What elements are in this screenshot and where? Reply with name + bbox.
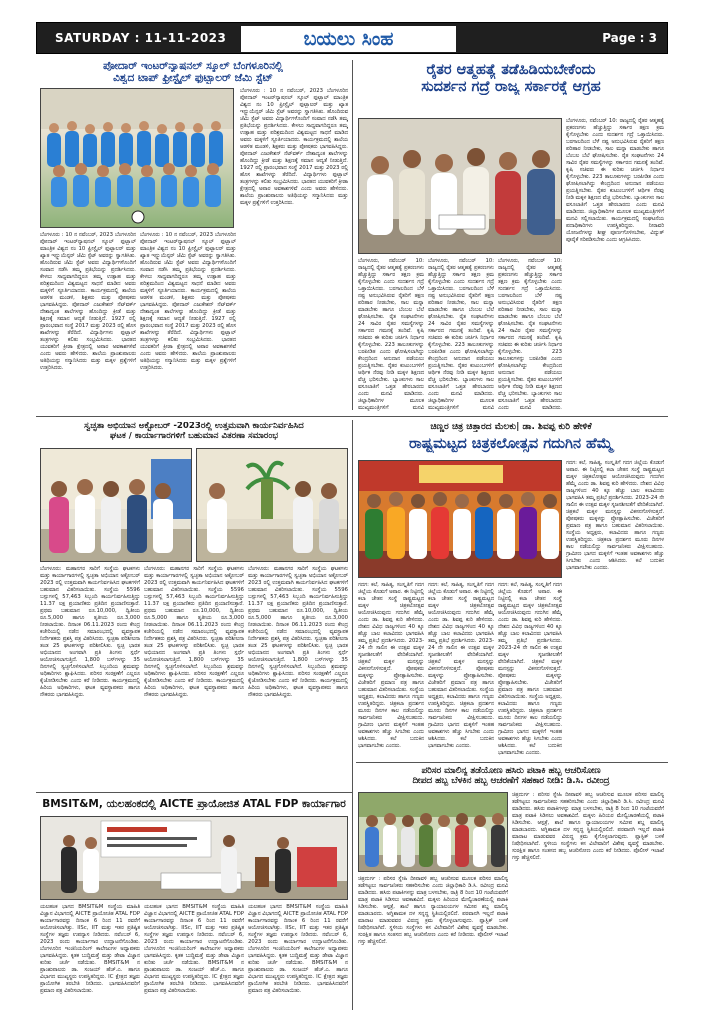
atal-body-col3: ಯಲಹಂಕ ಭಾಗದ BMSIT&M ಸಂಸ್ಥೆಯ ಮಾಹಿತಿ ವಿಜ್ಞಾನ ವಿಭಾಗದಲ್ಲಿ AICTE ಪ್ರಾಯೋಜಿತ ATAL FDP ಕಾರ್ಯಾಗಾರವನ್ನು ದಿನಾಂಕ 6 ರಿಂದ 11 ರವರೆಗೆ ಆಯೋಜಿಸಲಾಗಿತ್ತು. IISc, IIT ಮತ್ತು ಇತರ ಪ್ರತಿಷ್ಠಿತ ಸಂಸ್ಥೆಗಳ ತಜ್ಞರು ಉಪನ್ಯಾಸ ನೀಡಿದರು. ನವೆಂಬರ್ 6, 2023 ರಂದು ಕಾರ್ಯಾಗಾರ ಉದ್ಘಾಟನೆಗೊಂಡಿತು. ಬೆಂಗಳೂರಿನ ಇಂಜಿನಿಯರಿಂಗ್ ಕಾಲೇಜುಗಳ ಅಧ್ಯಾಪಕರು ಭಾಗವಹಿಸಿದ್ದರು. ಕೃತಕ ಬುದ್ಧಿಮತ್ತೆ ಮತ್ತು ಡೇಟಾ ವಿಜ್ಞಾನ ಕುರಿತು ಚರ್ಚೆ ನಡೆಯಿತು. BMSIT&M ನ ಪ್ರಾಂಶುಪಾಲರು ಡಾ. ಸಂಜಯ್ ಹೆಚ್.ಎ. ಹಾಗೂ ವಿಭಾಗದ ಮುಖ್ಯಸ್ಥರು ಉಪಸ್ಥಿತರಿದ್ದರು. IC ಕ್ಷೇತ್ರದ ತಜ್ಞರು ಪ್ರಾಯೋಗಿಕ ತರಬೇತಿ ನೀಡಿದರು. ಭಾಗವಹಿಸಿದವರಿಗೆ ಪ್ರಮಾಣ ಪತ್ರ ವಿತರಿಸಲಾಯಿತು. bbox=[248, 904, 348, 994]
children-stage-illustration bbox=[359, 461, 562, 578]
swachhata-body-col1: ಬೆಂಗಳೂರು: ಮಹಾನಗರ ಸಾರಿಗೆ ಸಂಸ್ಥೆಯ ಘಟಕಗಳು ಮತ್ತು ಕಾರ್ಯಾಗಾರಗಳಲ್ಲಿ ಸ್ವಚ್ಛತಾ ಅಭಿಯಾನ ಅಕ್ಟೋಬರ್ 2023 ರಲ್ಲಿ ಉತ್ತಮವಾಗಿ ಕಾರ್ಯನಿರ್ವಹಿಸಿದ ಘಟಕಗಳಿಗೆ ಬಹುಮಾನ ವಿತರಿಸಲಾಯಿತು. ಸಂಸ್ಥೆಯ 5596 ಬಸ್ಸುಗಳಲ್ಲಿ 57,463 ಸಿಬ್ಬಂದಿ ಕಾರ್ಯನಿರ್ವಹಿಸುತ್ತಿದ್ದು 11.37 ಲಕ್ಷ ಪ್ರಯಾಣಿಕರು ಪ್ರತಿದಿನ ಪ್ರಯಾಣಿಸುತ್ತಾರೆ. ಪ್ರಥಮ ಬಹುಮಾನ ರೂ.10,000, ದ್ವಿತೀಯ ರೂ.5,000 ಹಾಗೂ ತೃತೀಯ ರೂ.3,000 ನೀಡಲಾಯಿತು. ದಿನಾಂಕ 06.11.2023 ರಂದು ಕೇಂದ್ರ ಕಚೇರಿಯಲ್ಲಿ ನಡೆದ ಸಮಾರಂಭದಲ್ಲಿ ವ್ಯವಸ್ಥಾಪಕ ನಿರ್ದೇಶಕರು ಪ್ರಶಸ್ತಿ ಪತ್ರ ವಿತರಿಸಿದರು. ಸ್ವಚ್ಛತಾ ಪರಿಶೀಲನಾ ತಂಡ 25 ಘಟಕಗಳನ್ನು ಪರಿಶೀಲಿಸಿತು. ಸ್ವಚ್ಛ ಭಾರತ ಅಭಿಯಾನದ ಅಂಗವಾಗಿ ಪ್ರತಿ ತಿಂಗಳು ಸ್ಪರ್ಧೆ ಆಯೋಜಿಸಲಾಗುತ್ತಿದೆ. 1,800 ಬಸ್‌ಗಳನ್ನು 35 ದಿನಗಳಲ್ಲಿ ಸ್ವಚ್ಛಗೊಳಿಸಲಾಗಿದೆ. ಸಿಬ್ಬಂದಿಯ ಶ್ರಮವನ್ನು ಅಧಿಕಾರಿಗಳು ಶ್ಲಾಘಿಸಿದರು. ಪರಿಸರ ಸಂರಕ್ಷಣೆಗೆ ಎಲ್ಲರೂ ಕೈಜೋಡಿಸಬೇಕು ಎಂದು ಕರೆ ನೀಡಿದರು. ಕಾರ್ಯಕ್ರಮದಲ್ಲಿ ಹಿರಿಯ ಅಧಿಕಾರಿಗಳು, ಘಟಕ ವ್ಯವಸ್ಥಾಪಕರು ಹಾಗೂ ನೌಕರರು ಭಾಗವಹಿಸಿದ್ದರು. bbox=[40, 566, 140, 698]
farmers-body-col2: ಬೆಂಗಳೂರು, ನವೆಂಬರ್ 10: ರಾಜ್ಯದಲ್ಲಿ ರೈತರ ಆತ್ಮಹತ್ಯೆ ಪ್ರಕರಣಗಳು ಹೆಚ್ಚುತ್ತಿದ್ದು ಸರ್ಕಾರ ತಕ್ಷಣ ಕ್ರಮ ಕೈಗೊಳ್ಳಬೇಕು ಎಂದು ಸುದರ್ಶನ ಗದ್ರೆ ಒತ್ತಾಯಿಸಿದರು. ಬರಗಾಲದಿಂದ ಬೆಳೆ ನಷ್ಟ ಅನುಭವಿಸಿರುವ ರೈತರಿಗೆ ತಕ್ಷಣ ಪರಿಹಾರ ನೀಡಬೇಕು, ಸಾಲ ಮನ್ನಾ ಮಾಡಬೇಕು ಹಾಗೂ ಬೆಂಬಲ ಬೆಲೆ ಘೋಷಿಸಬೇಕು. ರೈತ ಸಂಘಟನೆಗಳು 24 ಸಾವಿರ ರೈತರ ಸಮಸ್ಯೆಗಳನ್ನು ಸರ್ಕಾರದ ಗಮನಕ್ಕೆ ತಂದಿವೆ. ಕೃಷಿ ಸಚಿವರು ಈ ಕುರಿತು ಚರ್ಚಿಸಿ ನಿರ್ಧಾರ ಕೈಗೊಳ್ಳಬೇಕು. 223 ತಾಲೂಕುಗಳನ್ನು ಬರಪೀಡಿತ ಎಂದು ಘೋಷಿಸಲಾಗಿದ್ದು ಕೇಂದ್ರದಿಂದ ಅನುದಾನ ಪಡೆಯಲು ಪ್ರಯತ್ನಿಸಬೇಕು. ರೈತರ ಕುಟುಂಬಗಳಿಗೆ ಆರ್ಥಿಕ ನೆರವು ನೀಡಿ ಮಕ್ಕಳ ಶಿಕ್ಷಣದ ವೆಚ್ಚ ಭರಿಸಬೇಕು. ಬ್ಯಾಂಕುಗಳು ಸಾಲ ವಸೂಲಾತಿಗೆ ಒತ್ತಡ ಹೇರಬಾರದು ಎಂದು ಮನವಿ ಮಾಡಿದರು. ಜಿಲ್ಲಾಧಿಕಾರಿಗಳ ಮೂಲಕ ಮುಖ್ಯಮಂತ್ರಿಗಳಿಗೆ ಮನವಿ bbox=[428, 258, 494, 411]
football-body-col1: ಬೆಂಗಳೂರು : 10 ನ ನವೆಂಬರ್, 2023 ಬೆಂಗಳೂರಿನ ಪೋದಾರ್ ಇಂಟರ್‌ನ್ಯಾಷನಲ್ ಸ್ಕೂಲ್ ಫುಟ್ಬಾಲ್ ಮಾಂತ್ರಿಕ ವಿಶ್ವದ ನಂ 10 ಫ್ರೀಸ್ಟೈಲ್ ಫುಟ್ಬಾಲರ್ ಮತ್ತು ಖ್ಯಾತ ಇನ್ಫ್ಲುಯೆನ್ಸರ್ ಜೆಮಿ ಸ್ಟೆಟ್ ಅವರನ್ನು ಸ್ವಾಗತಿಸಿತು. ಹೊಂದಿರುವ ಜೆಮಿ ಸ್ಟೆಟ್ ಅವರು ವಿದ್ಯಾರ್ಥಿಗಳೊಂದಿಗೆ ಸಂವಾದ ನಡೆಸಿ ತಮ್ಮ ಪ್ರತಿಭೆಯನ್ನು ಪ್ರದರ್ಶಿಸಿದರು. ಕೇಳಲು ಸಾಧ್ಯವಾಗದಿದ್ದರೂ ತಮ್ಮ ಉತ್ಸಾಹ ಮತ್ತು ಪರಿಶ್ರಮದಿಂದ ವಿಶ್ವಮಟ್ಟದ ಸಾಧನೆ ಮಾಡಿದ ಅವರು ಮಕ್ಕಳಿಗೆ ಸ್ಫೂರ್ತಿಯಾದರು. ಕಾರ್ಯಕ್ರಮದಲ್ಲಿ ಶಾಲೆಯ ಆಡಳಿತ ಮಂಡಳಿ, ಶಿಕ್ಷಕರು ಮತ್ತು ಪೋಷಕರು ಭಾಗವಹಿಸಿದ್ದರು. ಪೋದಾರ್ ಎಜುಕೇಶನ್ ನೆಟ್‌ವರ್ಕ್ ದೇಶಾದ್ಯಂತ ಶಾಲೆಗಳನ್ನು ಹೊಂದಿದ್ದು ಕ್ರೀಡೆ ಮತ್ತು ಶಿಕ್ಷಣಕ್ಕೆ ಸಮಾನ ಆದ್ಯತೆ ನೀಡುತ್ತಿದೆ. 1927 ರಲ್ಲಿ ಪ್ರಾರಂಭವಾದ ಸಂಸ್ಥೆ 2017 ಮತ್ತು 2023 ರಲ್ಲಿ ಹೊಸ ಶಾಖೆಗಳನ್ನು ತೆರೆದಿದೆ. ವಿದ್ಯಾರ್ಥಿಗಳು ಫುಟ್ಬಾಲ್ ತಂತ್ರಗಳನ್ನು ಕಲಿತು ಸಂಭ್ರಮಿಸಿದರು. ಭಾರತದ ಯುವಕರಿಗೆ ಕ್ರೀಡಾ ಕ್ಷೇತ್ರದಲ್ಲಿ ಅಪಾರ ಅವಕಾಶಗಳಿವೆ ಎಂದು ಅವರು ಹೇಳಿದರು. ಶಾಲೆಯ ಪ್ರಾಂಶುಪಾಲರು ಅತಿಥಿಯನ್ನು ಸನ್ಮಾನಿಸಿದರು ಮತ್ತು ಮಕ್ಕಳ ಪ್ರಶ್ನೆಗಳಿಗೆ ಉತ್ತರಿಸಿದರು. bbox=[40, 232, 136, 371]
farmers-body-col3: ಬೆಂಗಳೂರು, ನವೆಂಬರ್ 10: ರಾಜ್ಯದಲ್ಲಿ ರೈತರ ಆತ್ಮಹತ್ಯೆ ಪ್ರಕರಣಗಳು ಹೆಚ್ಚುತ್ತಿದ್ದು ಸರ್ಕಾರ ತಕ್ಷಣ ಕ್ರಮ ಕೈಗೊಳ್ಳಬೇಕು ಎಂದು ಸುದರ್ಶನ ಗದ್ರೆ ಒತ್ತಾಯಿಸಿದರು. ಬರಗಾಲದಿಂದ ಬೆಳೆ ನಷ್ಟ ಅನುಭವಿಸಿರುವ ರೈತರಿಗೆ ತಕ್ಷಣ ಪರಿಹಾರ ನೀಡಬೇಕು, ಸಾಲ ಮನ್ನಾ ಮಾಡಬೇಕು ಹಾಗೂ ಬೆಂಬಲ ಬೆಲೆ ಘೋಷಿಸಬೇಕು. ರೈತ ಸಂಘಟನೆಗಳು 24 ಸಾವಿರ ರೈತರ ಸಮಸ್ಯೆಗಳನ್ನು ಸರ್ಕಾರದ ಗಮನಕ್ಕೆ ತಂದಿವೆ. ಕೃಷಿ ಸಚಿವರು ಈ ಕುರಿತು ಚರ್ಚಿಸಿ ನಿರ್ಧಾರ ಕೈಗೊಳ್ಳಬೇಕು. 223 ತಾಲೂಕುಗಳನ್ನು ಬರಪೀಡಿತ ಎಂದು ಘೋಷಿಸಲಾಗಿದ್ದು ಕೇಂದ್ರದಿಂದ ಅನುದಾನ ಪಡೆಯಲು ಪ್ರಯತ್ನಿಸಬೇಕು. ರೈತರ ಕುಟುಂಬಗಳಿಗೆ ಆರ್ಥಿಕ ನೆರವು ನೀಡಿ ಮಕ್ಕಳ ಶಿಕ್ಷಣದ ವೆಚ್ಚ ಭರಿಸಬೇಕು. ಬ್ಯಾಂಕುಗಳು ಸಾಲ ವಸೂಲಾತಿಗೆ ಒತ್ತಡ ಹೇರಬಾರದು ಎಂದು ಮನವಿ ಮಾಡಿದರು. bbox=[498, 258, 562, 411]
issue-date: SATURDAY : 11-11-2023 bbox=[55, 31, 227, 45]
deepavali-body-col2: ಚಿತ್ರದುರ್ಗ : ಪರಿಸರ ಸ್ನೇಹಿ ದೀಪಾವಳಿ ಹಬ್ಬ ಆಚರಿಸುವ ಮೂಲಕ ಪರಿಸರ ಮಾಲಿನ್ಯ ತಡೆಗಟ್ಟಲು ಸಾರ್ವಜನಿಕರು ಸಹಕರಿಸಬೇಕು ಎಂದು ಜಿಲ್ಲಾಧಿಕಾರಿ ಡಿ.ಸಿ. ರವೀಂದ್ರ ಮನವಿ ಮಾಡಿದರು. ಹಸಿರು ಪಟಾಕಿಗಳನ್ನು ಮಾತ್ರ ಬಳಸಬೇಕು, ರಾತ್ರಿ 8 ರಿಂದ 10 ಗಂಟೆಯವರೆಗೆ ಮಾತ್ರ ಪಟಾಕಿ ಸಿಡಿಸಲು ಅವಕಾಶವಿದೆ. ಮಕ್ಕಳು ಹಿರಿಯರ ಮೇಲ್ವಿಚಾರಣೆಯಲ್ಲಿ ಪಟಾಕಿ ಸಿಡಿಸಬೇಕು. ಆಸ್ಪತ್ರೆ, ಶಾಲೆ ಹಾಗೂ ನ್ಯಾಯಾಲಯಗಳ ಸಮೀಪ ಶಬ್ದ ಮಾಲಿನ್ಯ ಮಾಡಬಾರದು. ಅಗ್ನಿಶಾಮಕ ದಳ ಸನ್ನದ್ಧ ಸ್ಥಿತಿಯಲ್ಲಿರಲಿದೆ. ಪರವಾನಗಿ ಇಲ್ಲದೆ ಪಟಾಕಿ ಮಾರಾಟ ಮಾಡುವವರ ವಿರುದ್ಧ ಕ್ರಮ ಕೈಗೊಳ್ಳಲಾಗುವುದು. ಪ್ಲಾಸ್ಟಿಕ್ ಬಳಕೆ ನಿಷೇಧಿಸಲಾಗಿದೆ. ಸ್ಥಳೀಯ ಸಂಸ್ಥೆಗಳು ಕಸ ವಿಲೇವಾರಿಗೆ ವಿಶೇಷ ವ್ಯವಸ್ಥೆ ಮಾಡಬೇಕು. ಸುರಕ್ಷಿತ ಹಾಗೂ ಸಂತಸದ ಹಬ್ಬ ಆಚರಿಸೋಣ ಎಂದು ಕರೆ ನೀಡಿದರು. ಪೊಲೀಸ್ ಇಲಾಖೆ ಗಸ್ತು ಹೆಚ್ಚಿಸಲಿದೆ. bbox=[512, 792, 664, 861]
page-number: Page : 3 bbox=[602, 31, 657, 45]
art-headline: ರಾಷ್ಟ್ರಮಟ್ಟದ ಚಿತ್ರಕಲೋತ್ಸವ ಗದುಗಿನ ಹೆಮ್ಮೆ bbox=[408, 436, 614, 452]
farmers-headline: ರೈತರ ಆತ್ಮಹತ್ಯೆ ತಡೆಹಿಡಿಯಬೇಕೆಂದು ಸುದರ್ಶನ ಗದ್ರೆ ರಾಜ್ಯ ಸರ್ಕಾರಕ್ಕೆ ಆಗ್ರಹ bbox=[421, 62, 601, 95]
art-body-col2: ಗದಗ: ಕಲೆ, ಸಾಹಿತ್ಯ, ಸಂಸ್ಕೃತಿಗೆ ಗದಗ ಜಿಲ್ಲೆಯ ಕೊಡುಗೆ ಅಪಾರ. ಈ ನಿಟ್ಟಿನಲ್ಲಿ ಕಲಾ ಚೇತನ ಸಂಸ್ಥೆ ರಾಷ್ಟ್ರಮಟ್ಟದ ಮಕ್ಕಳ ಚಿತ್ರಕಲೋತ್ಸವ ಆಯೋಜಿಸಿರುವುದು ಗದುಗಿನ ಹೆಮ್ಮೆ ಎಂದು ಡಾ. ಶಿವಪ್ಪ ಕುರಿ ಹೇಳಿದರು. ದೇಶದ ವಿವಿಧ ರಾಜ್ಯಗಳಿಂದ 40 ಕ್ಕೂ ಹೆಚ್ಚು ಬಾಲ ಕಲಾವಿದರು ಭಾಗವಹಿಸಿ ತಮ್ಮ ಪ್ರತಿಭೆ ಪ್ರದರ್ಶಿಸಿದರು. 2023-24 ನೇ ಸಾಲಿನ ಈ ಉತ್ಸವ ಮಕ್ಕಳ ಸೃಜನಶೀಲತೆಗೆ ವೇದಿಕೆಯಾಗಿದೆ. ಚಿತ್ರಕಲೆ ಮಕ್ಕಳ ಮನಸ್ಸನ್ನು ವಿಕಸನಗೊಳಿಸುತ್ತದೆ. ಪೋಷಕರು ಮಕ್ಕಳನ್ನು ಪ್ರೋತ್ಸಾಹಿಸಬೇಕು. ವಿಜೇತರಿಗೆ ಪ್ರಮಾಣ ಪತ್ರ ಹಾಗೂ ಬಹುಮಾನ ವಿತರಿಸಲಾಯಿತು. ಸಂಸ್ಥೆಯ ಅಧ್ಯಕ್ಷರು, ಕಲಾವಿದರು ಹಾಗೂ ಗಣ್ಯರು ಉಪಸ್ಥಿತರಿದ್ದರು. ಚಿತ್ರಕಲಾ ಪ್ರದರ್ಶನ ಮೂರು ದಿನಗಳ ಕಾಲ ನಡೆಯಲಿದ್ದು ಸಾರ್ವಜನಿಕರು ವೀಕ್ಷಿಸಬಹುದು. ಗ್ರಾಮೀಣ ಭಾಗದ ಮಕ್ಕಳಿಗೆ ಇಂತಹ ಅವಕಾಶಗಳು ಹೆಚ್ಚು ಸಿಗಬೇಕು ಎಂದು ಆಶಿಸಿದರು. ಕಲೆ ಬದುಕಿನ ಭಾಗವಾಗಬೇಕು ಎಂದರು. bbox=[428, 582, 494, 749]
officials-group-illustration bbox=[359, 119, 562, 254]
atal-headline: BMSIT&M, ಯಲಹಂಕದಲ್ಲಿ AICTE ಪ್ರಾಯೋಜಿತ ATAL FDP ಕಾರ್ಯಾಗಾರ bbox=[42, 798, 346, 810]
swachhata-body-col2: ಬೆಂಗಳೂರು: ಮಹಾನಗರ ಸಾರಿಗೆ ಸಂಸ್ಥೆಯ ಘಟಕಗಳು ಮತ್ತು ಕಾರ್ಯಾಗಾರಗಳಲ್ಲಿ ಸ್ವಚ್ಛತಾ ಅಭಿಯಾನ ಅಕ್ಟೋಬರ್ 2023 ರಲ್ಲಿ ಉತ್ತಮವಾಗಿ ಕಾರ್ಯನಿರ್ವಹಿಸಿದ ಘಟಕಗಳಿಗೆ ಬಹುಮಾನ ವಿತರಿಸಲಾಯಿತು. ಸಂಸ್ಥೆಯ 5596 ಬಸ್ಸುಗಳಲ್ಲಿ 57,463 ಸಿಬ್ಬಂದಿ ಕಾರ್ಯನಿರ್ವಹಿಸುತ್ತಿದ್ದು 11.37 ಲಕ್ಷ ಪ್ರಯಾಣಿಕರು ಪ್ರತಿದಿನ ಪ್ರಯಾಣಿಸುತ್ತಾರೆ. ಪ್ರಥಮ ಬಹುಮಾನ ರೂ.10,000, ದ್ವಿತೀಯ ರೂ.5,000 ಹಾಗೂ ತೃತೀಯ ರೂ.3,000 ನೀಡಲಾಯಿತು. ದಿನಾಂಕ 06.11.2023 ರಂದು ಕೇಂದ್ರ ಕಚೇರಿಯಲ್ಲಿ ನಡೆದ ಸಮಾರಂಭದಲ್ಲಿ ವ್ಯವಸ್ಥಾಪಕ ನಿರ್ದೇಶಕರು ಪ್ರಶಸ್ತಿ ಪತ್ರ ವಿತರಿಸಿದರು. ಸ್ವಚ್ಛತಾ ಪರಿಶೀಲನಾ ತಂಡ 25 ಘಟಕಗಳನ್ನು ಪರಿಶೀಲಿಸಿತು. ಸ್ವಚ್ಛ ಭಾರತ ಅಭಿಯಾನದ ಅಂಗವಾಗಿ ಪ್ರತಿ ತಿಂಗಳು ಸ್ಪರ್ಧೆ ಆಯೋಜಿಸಲಾಗುತ್ತಿದೆ. 1,800 ಬಸ್‌ಗಳನ್ನು 35 ದಿನಗಳಲ್ಲಿ ಸ್ವಚ್ಛಗೊಳಿಸಲಾಗಿದೆ. ಸಿಬ್ಬಂದಿಯ ಶ್ರಮವನ್ನು ಅಧಿಕಾರಿಗಳು ಶ್ಲಾಘಿಸಿದರು. ಪರಿಸರ ಸಂರಕ್ಷಣೆಗೆ ಎಲ್ಲರೂ ಕೈಜೋಡಿಸಬೇಕು ಎಂದು ಕರೆ ನೀಡಿದರು. ಕಾರ್ಯಕ್ರಮದಲ್ಲಿ ಹಿರಿಯ ಅಧಿಕಾರಿಗಳು, ಘಟಕ ವ್ಯವಸ್ಥಾಪಕರು ಹಾಗೂ ನೌಕರರು ಭಾಗವಹಿಸಿದ್ದರು. bbox=[144, 566, 244, 698]
masthead bbox=[36, 22, 668, 54]
swachhata-photo-1 bbox=[40, 448, 192, 562]
section-divider bbox=[36, 416, 668, 417]
column-divider bbox=[352, 420, 353, 1010]
section-divider bbox=[356, 762, 668, 763]
farmers-photo bbox=[358, 118, 562, 254]
farmers-body-col4: ಬೆಂಗಳೂರು, ನವೆಂಬರ್ 10: ರಾಜ್ಯದಲ್ಲಿ ರೈತರ ಆತ್ಮಹತ್ಯೆ ಪ್ರಕರಣಗಳು ಹೆಚ್ಚುತ್ತಿದ್ದು ಸರ್ಕಾರ ತಕ್ಷಣ ಕ್ರಮ ಕೈಗೊಳ್ಳಬೇಕು ಎಂದು ಸುದರ್ಶನ ಗದ್ರೆ ಒತ್ತಾಯಿಸಿದರು. ಬರಗಾಲದಿಂದ ಬೆಳೆ ನಷ್ಟ ಅನುಭವಿಸಿರುವ ರೈತರಿಗೆ ತಕ್ಷಣ ಪರಿಹಾರ ನೀಡಬೇಕು, ಸಾಲ ಮನ್ನಾ ಮಾಡಬೇಕು ಹಾಗೂ ಬೆಂಬಲ ಬೆಲೆ ಘೋಷಿಸಬೇಕು. ರೈತ ಸಂಘಟನೆಗಳು 24 ಸಾವಿರ ರೈತರ ಸಮಸ್ಯೆಗಳನ್ನು ಸರ್ಕಾರದ ಗಮನಕ್ಕೆ ತಂದಿವೆ. ಕೃಷಿ ಸಚಿವರು ಈ ಕುರಿತು ಚರ್ಚಿಸಿ ನಿರ್ಧಾರ ಕೈಗೊಳ್ಳಬೇಕು. 223 ತಾಲೂಕುಗಳನ್ನು ಬರಪೀಡಿತ ಎಂದು ಘೋಷಿಸಲಾಗಿದ್ದು ಕೇಂದ್ರದಿಂದ ಅನುದಾನ ಪಡೆಯಲು ಪ್ರಯತ್ನಿಸಬೇಕು. ರೈತರ ಕುಟುಂಬಗಳಿಗೆ ಆರ್ಥಿಕ ನೆರವು ನೀಡಿ ಮಕ್ಕಳ ಶಿಕ್ಷಣದ ವೆಚ್ಚ ಭರಿಸಬೇಕು. ಬ್ಯಾಂಕುಗಳು ಸಾಲ ವಸೂಲಾತಿಗೆ ಒತ್ತಡ ಹೇರಬಾರದು ಎಂದು ಮನವಿ ಮಾಡಿದರು. ಜಿಲ್ಲಾಧಿಕಾರಿಗಳ ಮೂಲಕ ಮುಖ್ಯಮಂತ್ರಿಗಳಿಗೆ ಮನವಿ ಸಲ್ಲಿಸಲಾಯಿತು. ಕಾರ್ಯಕ್ರಮದಲ್ಲಿ ಸಂಘಟನೆಯ ಪದಾಧಿಕಾರಿಗಳು ಉಪಸ್ಥಿತರಿದ್ದರು. ನೀರಾವರಿ ಯೋಜನೆಗಳನ್ನು ಶೀಘ್ರ ಪೂರ್ಣಗೊಳಿಸಬೇಕು, ವಿದ್ಯುತ್ ಪೂರೈಕೆ ಸರಿಪಡಿಸಬೇಕು ಎಂದು ಆಗ್ರಹಿಸಿದರು. bbox=[566, 118, 664, 243]
swachhata-headline: ಸ್ವಚ್ಛತಾ ಅಭಿಯಾನ ಅಕ್ಟೋಬರ್ -2023ರಲ್ಲಿ ಉತ್ತಮವಾಗಿ ಕಾರ್ಯನಿರ್ವಹಿಸಿದ ಘಟಕ / ಕಾರ್ಯಾಗಾರಗಳಿಗೆ ಬಹುಮಾನ ವಿತರಣಾ ಸಮಾರಂಭ bbox=[84, 422, 304, 441]
workshop-stage-illustration bbox=[41, 817, 348, 900]
award-ceremony-illustration bbox=[41, 449, 192, 562]
football-headline: ಪೋದಾರ್ ಇಂಟರ್‌ನ್ಯಾಷನಲ್ ಸ್ಕೂಲ್ ಬೆಂಗಳೂರಿನಲ್ಲಿ ವಿಶ್ವದ ಟಾಪ್ ಫ್ರೀಸ್ಟೈಲ್ ಫುಟ್ಬಾಲರ್ ಜೆಮಿ ಸ್ಟೆಟ್ bbox=[103, 60, 283, 85]
meeting-group-illustration bbox=[359, 793, 508, 872]
art-festival-photo bbox=[358, 460, 562, 578]
atal-body-col2: ಯಲಹಂಕ ಭಾಗದ BMSIT&M ಸಂಸ್ಥೆಯ ಮಾಹಿತಿ ವಿಜ್ಞಾನ ವಿಭಾಗದಲ್ಲಿ AICTE ಪ್ರಾಯೋಜಿತ ATAL FDP ಕಾರ್ಯಾಗಾರವನ್ನು ದಿನಾಂಕ 6 ರಿಂದ 11 ರವರೆಗೆ ಆಯೋಜಿಸಲಾಗಿತ್ತು. IISc, IIT ಮತ್ತು ಇತರ ಪ್ರತಿಷ್ಠಿತ ಸಂಸ್ಥೆಗಳ ತಜ್ಞರು ಉಪನ್ಯಾಸ ನೀಡಿದರು. ನವೆಂಬರ್ 6, 2023 ರಂದು ಕಾರ್ಯಾಗಾರ ಉದ್ಘಾಟನೆಗೊಂಡಿತು. ಬೆಂಗಳೂರಿನ ಇಂಜಿನಿಯರಿಂಗ್ ಕಾಲೇಜುಗಳ ಅಧ್ಯಾಪಕರು ಭಾಗವಹಿಸಿದ್ದರು. ಕೃತಕ ಬುದ್ಧಿಮತ್ತೆ ಮತ್ತು ಡೇಟಾ ವಿಜ್ಞಾನ ಕುರಿತು ಚರ್ಚೆ ನಡೆಯಿತು. BMSIT&M ನ ಪ್ರಾಂಶುಪಾಲರು ಡಾ. ಸಂಜಯ್ ಹೆಚ್.ಎ. ಹಾಗೂ ವಿಭಾಗದ ಮುಖ್ಯಸ್ಥರು ಉಪಸ್ಥಿತರಿದ್ದರು. IC ಕ್ಷೇತ್ರದ ತಜ್ಞರು ಪ್ರಾಯೋಗಿಕ ತರಬೇತಿ ನೀಡಿದರು. ಭಾಗವಹಿಸಿದವರಿಗೆ ಪ್ರಮಾಣ ಪತ್ರ ವಿತರಿಸಲಾಯಿತು. bbox=[144, 904, 244, 994]
newspaper-title: ಬಯಲು ಸಿಂಹ bbox=[241, 26, 456, 52]
atal-body-col1: ಯಲಹಂಕ ಭಾಗದ BMSIT&M ಸಂಸ್ಥೆಯ ಮಾಹಿತಿ ವಿಜ್ಞಾನ ವಿಭಾಗದಲ್ಲಿ AICTE ಪ್ರಾಯೋಜಿತ ATAL FDP ಕಾರ್ಯಾಗಾರವನ್ನು ದಿನಾಂಕ 6 ರಿಂದ 11 ರವರೆಗೆ ಆಯೋಜಿಸಲಾಗಿತ್ತು. IISc, IIT ಮತ್ತು ಇತರ ಪ್ರತಿಷ್ಠಿತ ಸಂಸ್ಥೆಗಳ ತಜ್ಞರು ಉಪನ್ಯಾಸ ನೀಡಿದರು. ನವೆಂಬರ್ 6, 2023 ರಂದು ಕಾರ್ಯಾಗಾರ ಉದ್ಘಾಟನೆಗೊಂಡಿತು. ಬೆಂಗಳೂರಿನ ಇಂಜಿನಿಯರಿಂಗ್ ಕಾಲೇಜುಗಳ ಅಧ್ಯಾಪಕರು ಭಾಗವಹಿಸಿದ್ದರು. ಕೃತಕ ಬುದ್ಧಿಮತ್ತೆ ಮತ್ತು ಡೇಟಾ ವಿಜ್ಞಾನ ಕುರಿತು ಚರ್ಚೆ ನಡೆಯಿತು. BMSIT&M ನ ಪ್ರಾಂಶುಪಾಲರು ಡಾ. ಸಂಜಯ್ ಹೆಚ್.ಎ. ಹಾಗೂ ವಿಭಾಗದ ಮುಖ್ಯಸ್ಥರು ಉಪಸ್ಥಿತರಿದ್ದರು. IC ಕ್ಷೇತ್ರದ ತಜ್ಞರು ಪ್ರಾಯೋಗಿಕ ತರಬೇತಿ ನೀಡಿದರು. ಭಾಗವಹಿಸಿದವರಿಗೆ ಪ್ರಮಾಣ ಪತ್ರ ವಿತರಿಸಲಾಯಿತು. bbox=[40, 904, 140, 994]
football-team-photo bbox=[40, 88, 234, 228]
swachhata-photo-2 bbox=[196, 448, 348, 562]
art-body-col4: ಗದಗ: ಕಲೆ, ಸಾಹಿತ್ಯ, ಸಂಸ್ಕೃತಿಗೆ ಗದಗ ಜಿಲ್ಲೆಯ ಕೊಡುಗೆ ಅಪಾರ. ಈ ನಿಟ್ಟಿನಲ್ಲಿ ಕಲಾ ಚೇತನ ಸಂಸ್ಥೆ ರಾಷ್ಟ್ರಮಟ್ಟದ ಮಕ್ಕಳ ಚಿತ್ರಕಲೋತ್ಸವ ಆಯೋಜಿಸಿರುವುದು ಗದುಗಿನ ಹೆಮ್ಮೆ ಎಂದು ಡಾ. ಶಿವಪ್ಪ ಕುರಿ ಹೇಳಿದರು. ದೇಶದ ವಿವಿಧ ರಾಜ್ಯಗಳಿಂದ 40 ಕ್ಕೂ ಹೆಚ್ಚು ಬಾಲ ಕಲಾವಿದರು ಭಾಗವಹಿಸಿ ತಮ್ಮ ಪ್ರತಿಭೆ ಪ್ರದರ್ಶಿಸಿದರು. 2023-24 ನೇ ಸಾಲಿನ ಈ ಉತ್ಸವ ಮಕ್ಕಳ ಸೃಜನಶೀಲತೆಗೆ ವೇದಿಕೆಯಾಗಿದೆ. ಚಿತ್ರಕಲೆ ಮಕ್ಕಳ ಮನಸ್ಸನ್ನು ವಿಕಸನಗೊಳಿಸುತ್ತದೆ. ಪೋಷಕರು ಮಕ್ಕಳನ್ನು ಪ್ರೋತ್ಸಾಹಿಸಬೇಕು. ವಿಜೇತರಿಗೆ ಪ್ರಮಾಣ ಪತ್ರ ಹಾಗೂ ಬಹುಮಾನ ವಿತರಿಸಲಾಯಿತು. ಸಂಸ್ಥೆಯ ಅಧ್ಯಕ್ಷರು, ಕಲಾವಿದರು ಹಾಗೂ ಗಣ್ಯರು ಉಪಸ್ಥಿತರಿದ್ದರು. ಚಿತ್ರಕಲಾ ಪ್ರದರ್ಶನ ಮೂರು ದಿನಗಳ ಕಾಲ ನಡೆಯಲಿದ್ದು ಸಾರ್ವಜನಿಕರು ವೀಕ್ಷಿಸಬಹುದು. ಗ್ರಾಮೀಣ ಭಾಗದ ಮಕ್ಕಳಿಗೆ ಇಂತಹ ಅವಕಾಶಗಳು ಹೆಚ್ಚು ಸಿಗಬೇಕು ಎಂದು ಆಶಿಸಿದರು. ಕಲೆ ಬದುಕಿನ ಭಾಗವಾಗಬೇಕು ಎಂದರು. bbox=[566, 460, 664, 571]
deepavali-photo bbox=[358, 792, 508, 872]
column-divider bbox=[352, 60, 353, 410]
plant-presentation-illustration bbox=[197, 449, 348, 562]
deepavali-body-col1: ಚಿತ್ರದುರ್ಗ : ಪರಿಸರ ಸ್ನೇಹಿ ದೀಪಾವಳಿ ಹಬ್ಬ ಆಚರಿಸುವ ಮೂಲಕ ಪರಿಸರ ಮಾಲಿನ್ಯ ತಡೆಗಟ್ಟಲು ಸಾರ್ವಜನಿಕರು ಸಹಕರಿಸಬೇಕು ಎಂದು ಜಿಲ್ಲಾಧಿಕಾರಿ ಡಿ.ಸಿ. ರವೀಂದ್ರ ಮನವಿ ಮಾಡಿದರು. ಹಸಿರು ಪಟಾಕಿಗಳನ್ನು ಮಾತ್ರ ಬಳಸಬೇಕು, ರಾತ್ರಿ 8 ರಿಂದ 10 ಗಂಟೆಯವರೆಗೆ ಮಾತ್ರ ಪಟಾಕಿ ಸಿಡಿಸಲು ಅವಕಾಶವಿದೆ. ಮಕ್ಕಳು ಹಿರಿಯರ ಮೇಲ್ವಿಚಾರಣೆಯಲ್ಲಿ ಪಟಾಕಿ ಸಿಡಿಸಬೇಕು. ಆಸ್ಪತ್ರೆ, ಶಾಲೆ ಹಾಗೂ ನ್ಯಾಯಾಲಯಗಳ ಸಮೀಪ ಶಬ್ದ ಮಾಲಿನ್ಯ ಮಾಡಬಾರದು. ಅಗ್ನಿಶಾಮಕ ದಳ ಸನ್ನದ್ಧ ಸ್ಥಿತಿಯಲ್ಲಿರಲಿದೆ. ಪರವಾನಗಿ ಇಲ್ಲದೆ ಪಟಾಕಿ ಮಾರಾಟ ಮಾಡುವವರ ವಿರುದ್ಧ ಕ್ರಮ ಕೈಗೊಳ್ಳಲಾಗುವುದು. ಪ್ಲಾಸ್ಟಿಕ್ ಬಳಕೆ ನಿಷೇಧಿಸಲಾಗಿದೆ. ಸ್ಥಳೀಯ ಸಂಸ್ಥೆಗಳು ಕಸ ವಿಲೇವಾರಿಗೆ ವಿಶೇಷ ವ್ಯವಸ್ಥೆ ಮಾಡಬೇಕು. ಸುರಕ್ಷಿತ ಹಾಗೂ ಸಂತಸದ ಹಬ್ಬ ಆಚರಿಸೋಣ ಎಂದು ಕರೆ ನೀಡಿದರು. ಪೊಲೀಸ್ ಇಲಾಖೆ ಗಸ್ತು ಹೆಚ್ಚಿಸಲಿದೆ. bbox=[358, 876, 508, 945]
art-kicker: ಚಿಣ್ಣರ ಚಿತ್ರ ಚಿತ್ತಾರದ ಮೆಲಕು| ಡಾ. ಶಿವಪ್ಪ ಕುರಿ ಹೇಳಿಕೆ bbox=[430, 422, 592, 432]
atal-workshop-photo bbox=[40, 816, 348, 900]
football-body-col2: ಬೆಂಗಳೂರು : 10 ನ ನವೆಂಬರ್, 2023 ಬೆಂಗಳೂರಿನ ಪೋದಾರ್ ಇಂಟರ್‌ನ್ಯಾಷನಲ್ ಸ್ಕೂಲ್ ಫುಟ್ಬಾಲ್ ಮಾಂತ್ರಿಕ ವಿಶ್ವದ ನಂ 10 ಫ್ರೀಸ್ಟೈಲ್ ಫುಟ್ಬಾಲರ್ ಮತ್ತು ಖ್ಯಾತ ಇನ್ಫ್ಲುಯೆನ್ಸರ್ ಜೆಮಿ ಸ್ಟೆಟ್ ಅವರನ್ನು ಸ್ವಾಗತಿಸಿತು. ಹೊಂದಿರುವ ಜೆಮಿ ಸ್ಟೆಟ್ ಅವರು ವಿದ್ಯಾರ್ಥಿಗಳೊಂದಿಗೆ ಸಂವಾದ ನಡೆಸಿ ತಮ್ಮ ಪ್ರತಿಭೆಯನ್ನು ಪ್ರದರ್ಶಿಸಿದರು. ಕೇಳಲು ಸಾಧ್ಯವಾಗದಿದ್ದರೂ ತಮ್ಮ ಉತ್ಸಾಹ ಮತ್ತು ಪರಿಶ್ರಮದಿಂದ ವಿಶ್ವಮಟ್ಟದ ಸಾಧನೆ ಮಾಡಿದ ಅವರು ಮಕ್ಕಳಿಗೆ ಸ್ಫೂರ್ತಿಯಾದರು. ಕಾರ್ಯಕ್ರಮದಲ್ಲಿ ಶಾಲೆಯ ಆಡಳಿತ ಮಂಡಳಿ, ಶಿಕ್ಷಕರು ಮತ್ತು ಪೋಷಕರು ಭಾಗವಹಿಸಿದ್ದರು. ಪೋದಾರ್ ಎಜುಕೇಶನ್ ನೆಟ್‌ವರ್ಕ್ ದೇಶಾದ್ಯಂತ ಶಾಲೆಗಳನ್ನು ಹೊಂದಿದ್ದು ಕ್ರೀಡೆ ಮತ್ತು ಶಿಕ್ಷಣಕ್ಕೆ ಸಮಾನ ಆದ್ಯತೆ ನೀಡುತ್ತಿದೆ. 1927 ರಲ್ಲಿ ಪ್ರಾರಂಭವಾದ ಸಂಸ್ಥೆ 2017 ಮತ್ತು 2023 ರಲ್ಲಿ ಹೊಸ ಶಾಖೆಗಳನ್ನು ತೆರೆದಿದೆ. ವಿದ್ಯಾರ್ಥಿಗಳು ಫುಟ್ಬಾಲ್ ತಂತ್ರಗಳನ್ನು ಕಲಿತು ಸಂಭ್ರಮಿಸಿದರು. ಭಾರತದ ಯುವಕರಿಗೆ ಕ್ರೀಡಾ ಕ್ಷೇತ್ರದಲ್ಲಿ ಅಪಾರ ಅವಕಾಶಗಳಿವೆ ಎಂದು ಅವರು ಹೇಳಿದರು. ಶಾಲೆಯ ಪ್ರಾಂಶುಪಾಲರು ಅತಿಥಿಯನ್ನು ಸನ್ಮಾನಿಸಿದರು ಮತ್ತು ಮಕ್ಕಳ ಪ್ರಶ್ನೆಗಳಿಗೆ ಉತ್ತರಿಸಿದರು. bbox=[140, 232, 236, 371]
farmers-body-col1: ಬೆಂಗಳೂರು, ನವೆಂಬರ್ 10: ರಾಜ್ಯದಲ್ಲಿ ರೈತರ ಆತ್ಮಹತ್ಯೆ ಪ್ರಕರಣಗಳು ಹೆಚ್ಚುತ್ತಿದ್ದು ಸರ್ಕಾರ ತಕ್ಷಣ ಕ್ರಮ ಕೈಗೊಳ್ಳಬೇಕು ಎಂದು ಸುದರ್ಶನ ಗದ್ರೆ ಒತ್ತಾಯಿಸಿದರು. ಬರಗಾಲದಿಂದ ಬೆಳೆ ನಷ್ಟ ಅನುಭವಿಸಿರುವ ರೈತರಿಗೆ ತಕ್ಷಣ ಪರಿಹಾರ ನೀಡಬೇಕು, ಸಾಲ ಮನ್ನಾ ಮಾಡಬೇಕು ಹಾಗೂ ಬೆಂಬಲ ಬೆಲೆ ಘೋಷಿಸಬೇಕು. ರೈತ ಸಂಘಟನೆಗಳು 24 ಸಾವಿರ ರೈತರ ಸಮಸ್ಯೆಗಳನ್ನು ಸರ್ಕಾರದ ಗಮನಕ್ಕೆ ತಂದಿವೆ. ಕೃಷಿ ಸಚಿವರು ಈ ಕುರಿತು ಚರ್ಚಿಸಿ ನಿರ್ಧಾರ ಕೈಗೊಳ್ಳಬೇಕು. 223 ತಾಲೂಕುಗಳನ್ನು ಬರಪೀಡಿತ ಎಂದು ಘೋಷಿಸಲಾಗಿದ್ದು ಕೇಂದ್ರದಿಂದ ಅನುದಾನ ಪಡೆಯಲು ಪ್ರಯತ್ನಿಸಬೇಕು. ರೈತರ ಕುಟುಂಬಗಳಿಗೆ ಆರ್ಥಿಕ ನೆರವು ನೀಡಿ ಮಕ್ಕಳ ಶಿಕ್ಷಣದ ವೆಚ್ಚ ಭರಿಸಬೇಕು. ಬ್ಯಾಂಕುಗಳು ಸಾಲ ವಸೂಲಾತಿಗೆ ಒತ್ತಡ ಹೇರಬಾರದು ಎಂದು ಮನವಿ ಮಾಡಿದರು. ಜಿಲ್ಲಾಧಿಕಾರಿಗಳ ಮೂಲಕ ಮುಖ್ಯಮಂತ್ರಿಗಳಿಗೆ ಮನವಿ bbox=[358, 258, 424, 411]
art-body-col3: ಗದಗ: ಕಲೆ, ಸಾಹಿತ್ಯ, ಸಂಸ್ಕೃತಿಗೆ ಗದಗ ಜಿಲ್ಲೆಯ ಕೊಡುಗೆ ಅಪಾರ. ಈ ನಿಟ್ಟಿನಲ್ಲಿ ಕಲಾ ಚೇತನ ಸಂಸ್ಥೆ ರಾಷ್ಟ್ರಮಟ್ಟದ ಮಕ್ಕಳ ಚಿತ್ರಕಲೋತ್ಸವ ಆಯೋಜಿಸಿರುವುದು ಗದುಗಿನ ಹೆಮ್ಮೆ ಎಂದು ಡಾ. ಶಿವಪ್ಪ ಕುರಿ ಹೇಳಿದರು. ದೇಶದ ವಿವಿಧ ರಾಜ್ಯಗಳಿಂದ 40 ಕ್ಕೂ ಹೆಚ್ಚು ಬಾಲ ಕಲಾವಿದರು ಭಾಗವಹಿಸಿ ತಮ್ಮ ಪ್ರತಿಭೆ ಪ್ರದರ್ಶಿಸಿದರು. 2023-24 ನೇ ಸಾಲಿನ ಈ ಉತ್ಸವ ಮಕ್ಕಳ ಸೃಜನಶೀಲತೆಗೆ ವೇದಿಕೆಯಾಗಿದೆ. ಚಿತ್ರಕಲೆ ಮಕ್ಕಳ ಮನಸ್ಸನ್ನು ವಿಕಸನಗೊಳಿಸುತ್ತದೆ. ಪೋಷಕರು ಮಕ್ಕಳನ್ನು ಪ್ರೋತ್ಸಾಹಿಸಬೇಕು. ವಿಜೇತರಿಗೆ ಪ್ರಮಾಣ ಪತ್ರ ಹಾಗೂ ಬಹುಮಾನ ವಿತರಿಸಲಾಯಿತು. ಸಂಸ್ಥೆಯ ಅಧ್ಯಕ್ಷರು, ಕಲಾವಿದರು ಹಾಗೂ ಗಣ್ಯರು ಉಪಸ್ಥಿತರಿದ್ದರು. ಚಿತ್ರಕಲಾ ಪ್ರದರ್ಶನ ಮೂರು ದಿನಗಳ ಕಾಲ ನಡೆಯಲಿದ್ದು ಸಾರ್ವಜನಿಕರು ವೀಕ್ಷಿಸಬಹುದು. ಗ್ರಾಮೀಣ ಭಾಗದ ಮಕ್ಕಳಿಗೆ ಇಂತಹ ಅವಕಾಶಗಳು ಹೆಚ್ಚು ಸಿಗಬೇಕು ಎಂದು ಆಶಿಸಿದರು. ಕಲೆ ಬದುಕಿನ ಭಾಗವಾಗಬೇಕು ಎಂದರು. bbox=[498, 582, 562, 756]
swachhata-body-col3: ಬೆಂಗಳೂರು: ಮಹಾನಗರ ಸಾರಿಗೆ ಸಂಸ್ಥೆಯ ಘಟಕಗಳು ಮತ್ತು ಕಾರ್ಯಾಗಾರಗಳಲ್ಲಿ ಸ್ವಚ್ಛತಾ ಅಭಿಯಾನ ಅಕ್ಟೋಬರ್ 2023 ರಲ್ಲಿ ಉತ್ತಮವಾಗಿ ಕಾರ್ಯನಿರ್ವಹಿಸಿದ ಘಟಕಗಳಿಗೆ ಬಹುಮಾನ ವಿತರಿಸಲಾಯಿತು. ಸಂಸ್ಥೆಯ 5596 ಬಸ್ಸುಗಳಲ್ಲಿ 57,463 ಸಿಬ್ಬಂದಿ ಕಾರ್ಯನಿರ್ವಹಿಸುತ್ತಿದ್ದು 11.37 ಲಕ್ಷ ಪ್ರಯಾಣಿಕರು ಪ್ರತಿದಿನ ಪ್ರಯಾಣಿಸುತ್ತಾರೆ. ಪ್ರಥಮ ಬಹುಮಾನ ರೂ.10,000, ದ್ವಿತೀಯ ರೂ.5,000 ಹಾಗೂ ತೃತೀಯ ರೂ.3,000 ನೀಡಲಾಯಿತು. ದಿನಾಂಕ 06.11.2023 ರಂದು ಕೇಂದ್ರ ಕಚೇರಿಯಲ್ಲಿ ನಡೆದ ಸಮಾರಂಭದಲ್ಲಿ ವ್ಯವಸ್ಥಾಪಕ ನಿರ್ದೇಶಕರು ಪ್ರಶಸ್ತಿ ಪತ್ರ ವಿತರಿಸಿದರು. ಸ್ವಚ್ಛತಾ ಪರಿಶೀಲನಾ ತಂಡ 25 ಘಟಕಗಳನ್ನು ಪರಿಶೀಲಿಸಿತು. ಸ್ವಚ್ಛ ಭಾರತ ಅಭಿಯಾನದ ಅಂಗವಾಗಿ ಪ್ರತಿ ತಿಂಗಳು ಸ್ಪರ್ಧೆ ಆಯೋಜಿಸಲಾಗುತ್ತಿದೆ. 1,800 ಬಸ್‌ಗಳನ್ನು 35 ದಿನಗಳಲ್ಲಿ ಸ್ವಚ್ಛಗೊಳಿಸಲಾಗಿದೆ. ಸಿಬ್ಬಂದಿಯ ಶ್ರಮವನ್ನು ಅಧಿಕಾರಿಗಳು ಶ್ಲಾಘಿಸಿದರು. ಪರಿಸರ ಸಂರಕ್ಷಣೆಗೆ ಎಲ್ಲರೂ ಕೈಜೋಡಿಸಬೇಕು ಎಂದು ಕರೆ ನೀಡಿದರು. ಕಾರ್ಯಕ್ರಮದಲ್ಲಿ ಹಿರಿಯ ಅಧಿಕಾರಿಗಳು, ಘಟಕ ವ್ಯವಸ್ಥಾಪಕರು ಹಾಗೂ ನೌಕರರು ಭಾಗವಹಿಸಿದ್ದರು. bbox=[248, 566, 348, 698]
football-body-col3: ಬೆಂಗಳೂರು : 10 ನ ನವೆಂಬರ್, 2023 ಬೆಂಗಳೂರಿನ ಪೋದಾರ್ ಇಂಟರ್‌ನ್ಯಾಷನಲ್ ಸ್ಕೂಲ್ ಫುಟ್ಬಾಲ್ ಮಾಂತ್ರಿಕ ವಿಶ್ವದ ನಂ 10 ಫ್ರೀಸ್ಟೈಲ್ ಫುಟ್ಬಾಲರ್ ಮತ್ತು ಖ್ಯಾತ ಇನ್ಫ್ಲುಯೆನ್ಸರ್ ಜೆಮಿ ಸ್ಟೆಟ್ ಅವರನ್ನು ಸ್ವಾಗತಿಸಿತು. ಹೊಂದಿರುವ ಜೆಮಿ ಸ್ಟೆಟ್ ಅವರು ವಿದ್ಯಾರ್ಥಿಗಳೊಂದಿಗೆ ಸಂವಾದ ನಡೆಸಿ ತಮ್ಮ ಪ್ರತಿಭೆಯನ್ನು ಪ್ರದರ್ಶಿಸಿದರು. ಕೇಳಲು ಸಾಧ್ಯವಾಗದಿದ್ದರೂ ತಮ್ಮ ಉತ್ಸಾಹ ಮತ್ತು ಪರಿಶ್ರಮದಿಂದ ವಿಶ್ವಮಟ್ಟದ ಸಾಧನೆ ಮಾಡಿದ ಅವರು ಮಕ್ಕಳಿಗೆ ಸ್ಫೂರ್ತಿಯಾದರು. ಕಾರ್ಯಕ್ರಮದಲ್ಲಿ ಶಾಲೆಯ ಆಡಳಿತ ಮಂಡಳಿ, ಶಿಕ್ಷಕರು ಮತ್ತು ಪೋಷಕರು ಭಾಗವಹಿಸಿದ್ದರು. ಪೋದಾರ್ ಎಜುಕೇಶನ್ ನೆಟ್‌ವರ್ಕ್ ದೇಶಾದ್ಯಂತ ಶಾಲೆಗಳನ್ನು ಹೊಂದಿದ್ದು ಕ್ರೀಡೆ ಮತ್ತು ಶಿಕ್ಷಣಕ್ಕೆ ಸಮಾನ ಆದ್ಯತೆ ನೀಡುತ್ತಿದೆ. 1927 ರಲ್ಲಿ ಪ್ರಾರಂಭವಾದ ಸಂಸ್ಥೆ 2017 ಮತ್ತು 2023 ರಲ್ಲಿ ಹೊಸ ಶಾಖೆಗಳನ್ನು ತೆರೆದಿದೆ. ವಿದ್ಯಾರ್ಥಿಗಳು ಫುಟ್ಬಾಲ್ ತಂತ್ರಗಳನ್ನು ಕಲಿತು ಸಂಭ್ರಮಿಸಿದರು. ಭಾರತದ ಯುವಕರಿಗೆ ಕ್ರೀಡಾ ಕ್ಷೇತ್ರದಲ್ಲಿ ಅಪಾರ ಅವಕಾಶಗಳಿವೆ ಎಂದು ಅವರು ಹೇಳಿದರು. ಶಾಲೆಯ ಪ್ರಾಂಶುಪಾಲರು ಅತಿಥಿಯನ್ನು ಸನ್ಮಾನಿಸಿದರು ಮತ್ತು ಮಕ್ಕಳ ಪ್ರಶ್ನೆಗಳಿಗೆ ಉತ್ತರಿಸಿದರು. bbox=[240, 88, 348, 206]
newspaper-page bbox=[36, 22, 668, 1014]
students-group-illustration bbox=[41, 89, 234, 228]
section-divider bbox=[36, 792, 352, 793]
deepavali-headline: ಪರಿಸರ ಮಾಲಿನ್ಯ ತಡೆಯೋಣ ಹಸಿರು ಪಟಾಕಿ ಹಬ್ಬ ಆಚರಿಸೋಣ ದೀಪದ ಹಬ್ಬ ಬೆಳಕಿನ ಹಬ್ಬ ಆಚರಣೆಗೆ ಸಹಕಾರ ನೀಡಿ: ಡಿ.ಸಿ. ರವೀಂದ್ರ bbox=[412, 766, 610, 787]
art-body-col1: ಗದಗ: ಕಲೆ, ಸಾಹಿತ್ಯ, ಸಂಸ್ಕೃತಿಗೆ ಗದಗ ಜಿಲ್ಲೆಯ ಕೊಡುಗೆ ಅಪಾರ. ಈ ನಿಟ್ಟಿನಲ್ಲಿ ಕಲಾ ಚೇತನ ಸಂಸ್ಥೆ ರಾಷ್ಟ್ರಮಟ್ಟದ ಮಕ್ಕಳ ಚಿತ್ರಕಲೋತ್ಸವ ಆಯೋಜಿಸಿರುವುದು ಗದುಗಿನ ಹೆಮ್ಮೆ ಎಂದು ಡಾ. ಶಿವಪ್ಪ ಕುರಿ ಹೇಳಿದರು. ದೇಶದ ವಿವಿಧ ರಾಜ್ಯಗಳಿಂದ 40 ಕ್ಕೂ ಹೆಚ್ಚು ಬಾಲ ಕಲಾವಿದರು ಭಾಗವಹಿಸಿ ತಮ್ಮ ಪ್ರತಿಭೆ ಪ್ರದರ್ಶಿಸಿದರು. 2023-24 ನೇ ಸಾಲಿನ ಈ ಉತ್ಸವ ಮಕ್ಕಳ ಸೃಜನಶೀಲತೆಗೆ ವೇದಿಕೆಯಾಗಿದೆ. ಚಿತ್ರಕಲೆ ಮಕ್ಕಳ ಮನಸ್ಸನ್ನು ವಿಕಸನಗೊಳಿಸುತ್ತದೆ. ಪೋಷಕರು ಮಕ್ಕಳನ್ನು ಪ್ರೋತ್ಸಾಹಿಸಬೇಕು. ವಿಜೇತರಿಗೆ ಪ್ರಮಾಣ ಪತ್ರ ಹಾಗೂ ಬಹುಮಾನ ವಿತರಿಸಲಾಯಿತು. ಸಂಸ್ಥೆಯ ಅಧ್ಯಕ್ಷರು, ಕಲಾವಿದರು ಹಾಗೂ ಗಣ್ಯರು ಉಪಸ್ಥಿತರಿದ್ದರು. ಚಿತ್ರಕಲಾ ಪ್ರದರ್ಶನ ಮೂರು ದಿನಗಳ ಕಾಲ ನಡೆಯಲಿದ್ದು ಸಾರ್ವಜನಿಕರು ವೀಕ್ಷಿಸಬಹುದು. ಗ್ರಾಮೀಣ ಭಾಗದ ಮಕ್ಕಳಿಗೆ ಇಂತಹ ಅವಕಾಶಗಳು ಹೆಚ್ಚು ಸಿಗಬೇಕು ಎಂದು ಆಶಿಸಿದರು. ಕಲೆ ಬದುಕಿನ ಭಾಗವಾಗಬೇಕು ಎಂದರು. bbox=[358, 582, 424, 749]
